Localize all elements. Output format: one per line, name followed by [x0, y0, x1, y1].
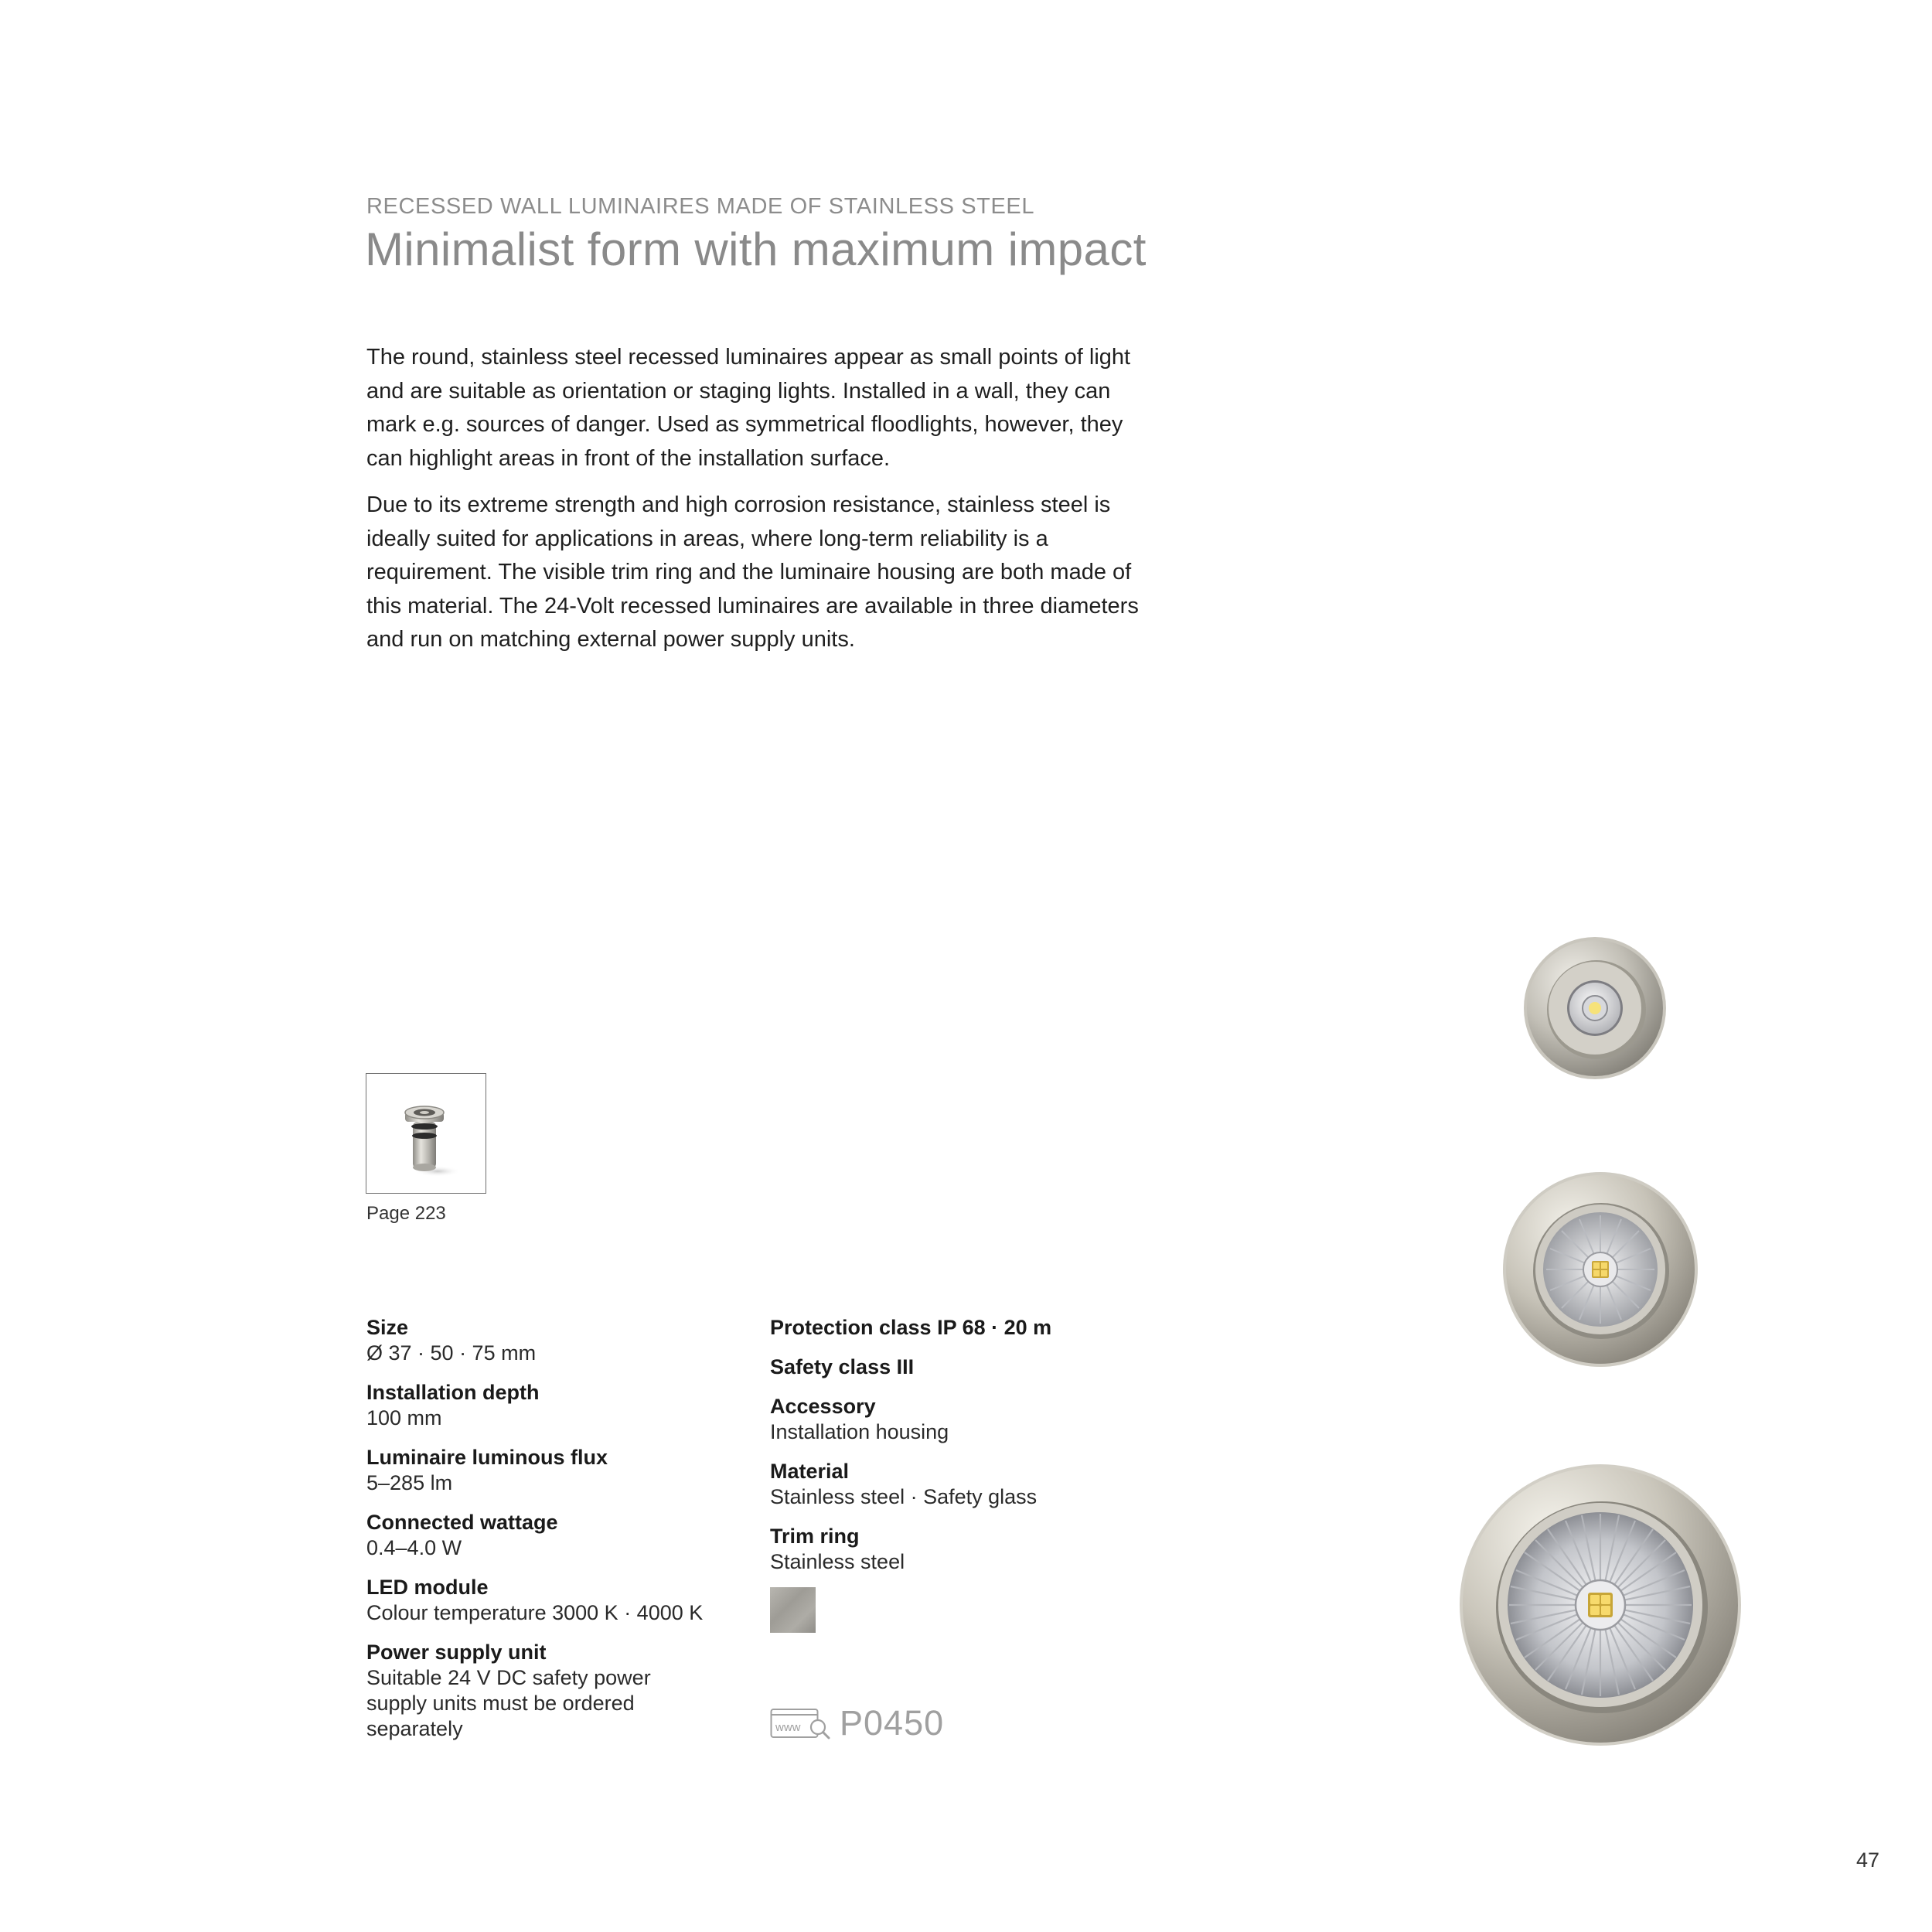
- spec-material: [770, 1459, 1172, 1510]
- spec-label: Material: [770, 1460, 850, 1483]
- spec-label: Connected wattage: [366, 1511, 558, 1534]
- spec-size: [366, 1315, 768, 1366]
- page-reference[interactable]: Page 223: [366, 1203, 446, 1224]
- spec-label: Installation depth: [366, 1381, 540, 1404]
- accessory-thumbnail[interactable]: [366, 1073, 486, 1194]
- spec-label: Trim ring: [770, 1525, 860, 1548]
- intro-paragraph-1: The round, stainless steel recessed luminaires appear as small points of light and are suitable as orientation or staging lights. Installed in a wall, they can mark e.g. sources of danger. Used as symmetrical floodlights, however, they can highlight areas in front of the installation surface.: [366, 345, 1131, 471]
- spec-connected-wattage: [366, 1510, 768, 1561]
- spec-value: Ø 37 · 50 · 75 mm: [366, 1341, 537, 1365]
- spec-protection-class: [770, 1315, 1172, 1341]
- spec-label: Safety class III: [770, 1355, 915, 1378]
- www-search-icon[interactable]: [770, 1705, 832, 1743]
- spec-installation-depth: [366, 1380, 768, 1431]
- spec-value: 5–285 lm: [366, 1471, 453, 1494]
- www-icon-text: www: [775, 1721, 801, 1734]
- trim-colour-swatch: [770, 1587, 816, 1633]
- specs-left-column: [366, 1315, 768, 1756]
- spec-value: Suitable 24 V DC safety power supply units must be ordered separately: [366, 1666, 651, 1740]
- luminaire-37mm-image: [1521, 935, 1668, 1082]
- spec-value: Stainless steel · Safety glass: [770, 1485, 1038, 1508]
- section-kicker: RECESSED WALL LUMINAIRES MADE OF STAINLESS STEEL: [366, 194, 1035, 219]
- installation-housing-image: [366, 1074, 485, 1192]
- spec-value: 0.4–4.0 W: [366, 1536, 462, 1559]
- spec-label: Accessory: [770, 1395, 876, 1418]
- page-title: Minimalist form with maximum impact: [365, 223, 1147, 275]
- spec-value: Colour temperature 3000 K · 4000 K: [366, 1601, 704, 1624]
- spec-led-module: [366, 1575, 768, 1626]
- spec-label: Luminaire luminous flux: [366, 1446, 608, 1469]
- spec-value: 100 mm: [366, 1406, 442, 1429]
- web-code[interactable]: P0450: [840, 1703, 945, 1743]
- spec-label: Protection class IP 68 · 20 m: [770, 1316, 1052, 1339]
- spec-safety-class: [770, 1354, 1172, 1380]
- spec-accessory: [770, 1394, 1172, 1445]
- intro-paragraph-2: Due to its extreme strength and high corrosion resistance, stainless steel is ideally suited for applications in areas, where long-term reliability is a requirement. The visible trim ring and the luminaire housing are both made of this material. The 24-Volt recessed luminaires are available in three diameters and run on matching external power supply units.: [366, 492, 1139, 652]
- spec-label: LED module: [366, 1576, 489, 1599]
- spec-luminous-flux: [366, 1445, 768, 1496]
- spec-power-supply-unit: [366, 1640, 676, 1742]
- spec-label: Size: [366, 1316, 409, 1339]
- spec-value: Installation housing: [770, 1420, 949, 1443]
- page-number: 47: [1856, 1849, 1880, 1872]
- luminaire-75mm-image: [1458, 1463, 1743, 1747]
- spec-value: Stainless steel: [770, 1550, 905, 1573]
- luminaire-50mm-image: [1501, 1170, 1699, 1368]
- spec-label: Power supply unit: [366, 1641, 547, 1664]
- spec-trim-ring: [770, 1524, 1172, 1633]
- specs-right-column: [770, 1315, 1172, 1647]
